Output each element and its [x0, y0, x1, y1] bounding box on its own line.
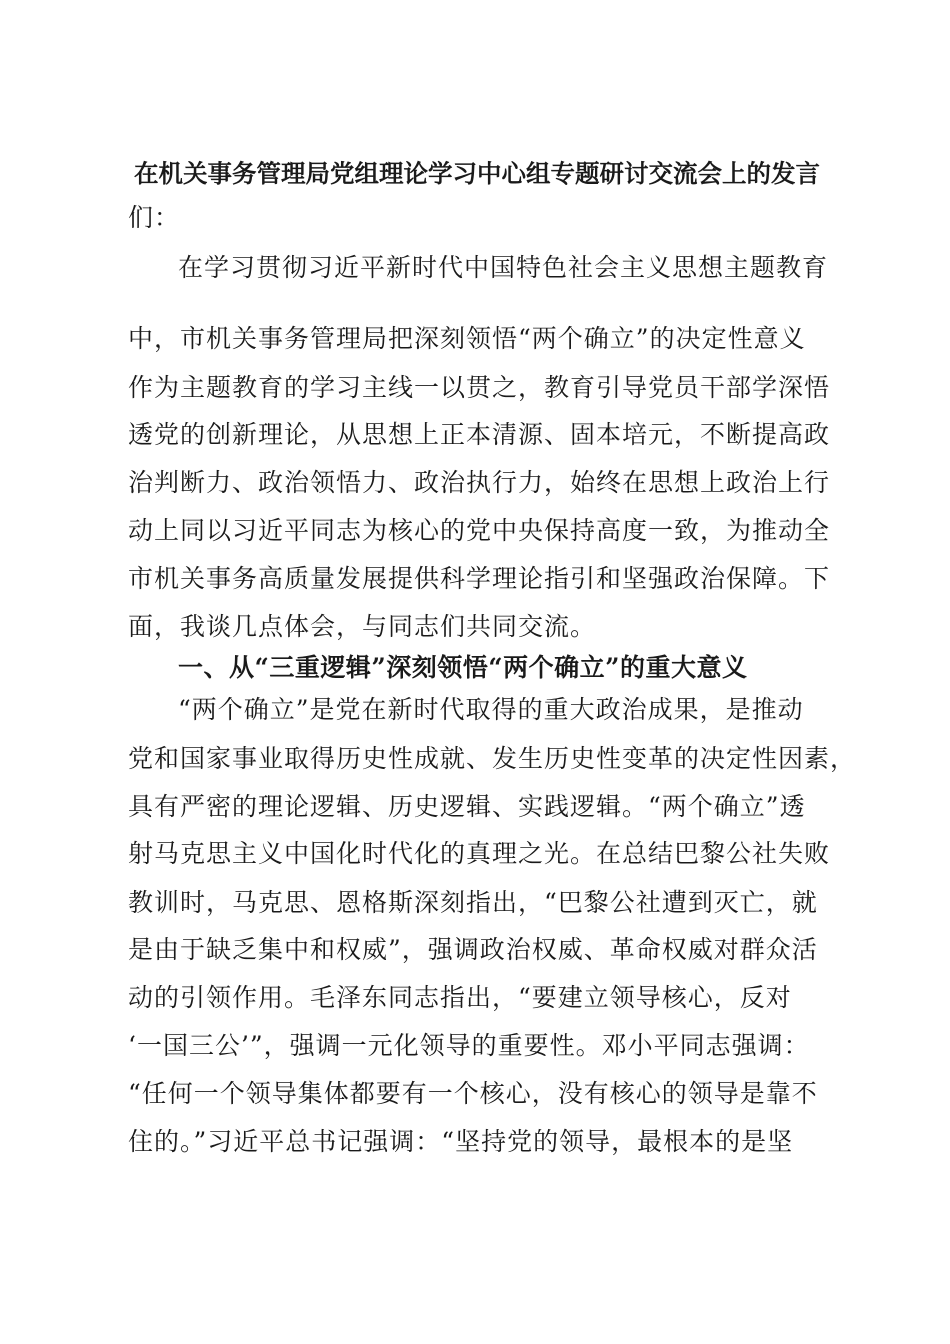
- paragraph-line: 党和国家事业取得历史性成就、发生历史性变革的决定性因素，: [128, 744, 857, 773]
- paragraph-line: 动的引领作用。毛泽东同志指出，“要建立领导核心，反对: [128, 983, 792, 1012]
- paragraph-line: 动上同以习近平同志为核心的党中央保持高度一致，为推动全: [128, 516, 831, 545]
- paragraph-line: 具有严密的理论逻辑、历史逻辑、实践逻辑。“两个确立”透: [128, 792, 806, 821]
- paragraph-line: 中，市机关事务管理局把深刻领悟“两个确立”的决定性意义: [128, 324, 806, 353]
- paragraph-line: 透党的创新理论，从思想上正本清源、固本培元，不断提高政: [128, 420, 831, 449]
- paragraph-line: “任何一个领导集体都要有一个核心，没有核心的领导是靠不: [128, 1079, 818, 1108]
- section-heading-1: 一、从“三重逻辑”深刻领悟“两个确立”的重大意义: [178, 653, 748, 682]
- paragraph-line: 市机关事务高质量发展提供科学理论指引和坚强政治保障。下: [128, 564, 831, 593]
- paragraph-line: 住的。”习近平总书记强调：“坚持党的领导，最根本的是坚: [128, 1127, 794, 1156]
- paragraph-line: 面，我谈几点体会，与同志们共同交流。: [128, 612, 597, 641]
- paragraph-line: 作为主题教育的学习主线一以贯之，教育引导党员干部学深悟: [128, 373, 831, 402]
- paragraph-line: 射马克思主义中国化时代化的真理之光。在总结巴黎公社失败: [128, 839, 831, 868]
- paragraph-line: 是由于缺乏集中和权威”，强调政治权威、革命权威对群众活: [128, 935, 818, 964]
- document-title: 在机关事务管理局党组理论学习中心组专题研讨交流会上的发言: [134, 159, 820, 188]
- salutation: 们：: [128, 203, 181, 232]
- paragraph-line: 在学习贯彻习近平新时代中国特色社会主义思想主题教育: [178, 253, 829, 282]
- paragraph-line: 教训时，马克思、恩格斯深刻指出，“巴黎公社遭到灭亡，就: [128, 888, 818, 917]
- paragraph-line: “两个确立”是党在新时代取得的重大政治成果，是推动: [178, 695, 804, 724]
- paragraph-line: ‘一国三公’”，强调一元化领导的重要性。邓小平同志强调：: [128, 1031, 810, 1060]
- paragraph-line: 治判断力、政治领悟力、政治执行力，始终在思想上政治上行: [128, 468, 831, 497]
